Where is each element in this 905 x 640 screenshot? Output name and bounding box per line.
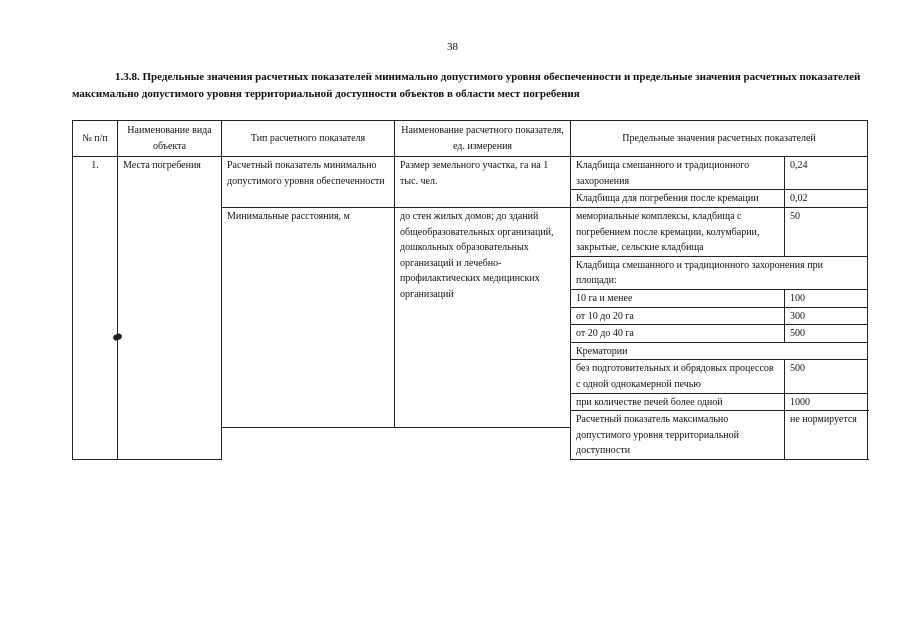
cell-subheader-mixed: Кладбища смешанного и традиционного захоронения при площади: xyxy=(571,256,868,289)
table-header-row xyxy=(73,121,868,157)
cell-limit-value: 300 xyxy=(785,307,868,325)
page-number: 38 xyxy=(447,41,458,53)
header-indicator-name: Наименование расчетного показателя, ед. измерения xyxy=(395,121,571,157)
cell-limit-label: Кладбища для погребения после кремации xyxy=(571,190,785,208)
cell-limit-value: 1000 xyxy=(785,393,868,411)
section-heading: 1.3.8. Предельные значения расчетных показателей минимально допустимого уровня обеспеченности и предельные значения расчетных показателей максимально допустимого уровня территориальной доступности объектов в области мест погребения xyxy=(72,71,861,100)
cell-name-area: Размер земельного участка, га на 1 тыс. чел. xyxy=(395,157,571,208)
cell-limit-label: 10 га и менее xyxy=(571,289,785,307)
cell-not-normalized: не нормируется xyxy=(785,411,868,460)
header-object: Наименование вида объекта xyxy=(118,121,222,157)
header-limits: Предельные значения расчетных показателей xyxy=(571,121,868,157)
cell-limit-value: 0,24 xyxy=(785,157,868,190)
cell-type-min: Расчетный показатель минимально допустимого уровня обеспеченности xyxy=(222,157,395,208)
cell-limit-label: Кладбища смешанного и традиционного захоронения xyxy=(571,157,785,190)
cell-limit-label: от 10 до 20 га xyxy=(571,307,785,325)
cell-limit-value: 500 xyxy=(785,360,868,393)
cell-name-distances: до стен жилых домов; до зданий общеобразовательных организаций, дошкольных образовательных организаций и лечебно-профилактических медицинских организаций xyxy=(395,207,571,427)
cell-limit-value: 100 xyxy=(785,289,868,307)
cell-limit-label: от 20 до 40 га xyxy=(571,325,785,343)
cell-limit-label: мемориальные комплексы, кладбища с погребением после кремации, колумбарии, закрытые, сельские кладбища xyxy=(571,207,785,256)
cell-limit-label: без подготовительных и обрядовых процессов с одной однокамерной печью xyxy=(571,360,785,393)
header-num: № п/п xyxy=(73,121,118,157)
cell-limit-value: 500 xyxy=(785,325,868,343)
cell-type-distances: Минимальные расстояния, м xyxy=(222,207,395,427)
header-indicator-type: Тип расчетного показателя xyxy=(222,121,395,157)
cell-num: 1. xyxy=(73,157,118,460)
table-row xyxy=(73,157,868,190)
cell-limit-value: 50 xyxy=(785,207,868,256)
cell-limit-label: при количестве печей более одной xyxy=(571,393,785,411)
cell-type-max: Расчетный показатель максимально допустимого уровня территориальной доступности xyxy=(571,411,785,460)
norms-table xyxy=(72,120,868,460)
cell-limit-value: 0,02 xyxy=(785,190,868,208)
cell-subheader-crematoria: Крематории xyxy=(571,342,868,360)
cell-object: Места погребения xyxy=(118,157,222,460)
